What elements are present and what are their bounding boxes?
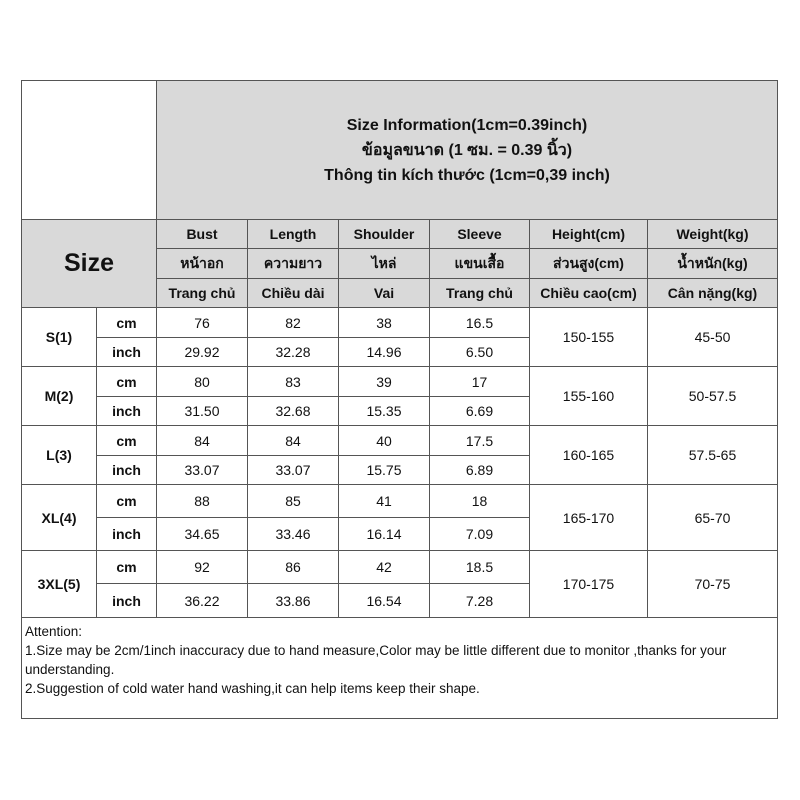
- measure-cell: 6.50: [430, 338, 530, 367]
- measure-cell: 42: [339, 551, 430, 584]
- measure-cell: 92: [157, 551, 248, 584]
- size-label: M(2): [21, 367, 97, 426]
- measure-cell: 16.54: [339, 584, 430, 618]
- measure-cell: 16.14: [339, 518, 430, 551]
- column-header-en: Sleeve: [430, 220, 530, 249]
- measure-cell: 38: [339, 308, 430, 338]
- column-header-vi: Chiều cao(cm): [530, 279, 648, 308]
- measure-cell: 17: [430, 367, 530, 397]
- measure-cell: 6.69: [430, 397, 530, 426]
- weight-range: 50-57.5: [648, 367, 778, 426]
- unit-label: cm: [97, 485, 157, 518]
- size-label: S(1): [21, 308, 97, 367]
- measure-cell: 7.28: [430, 584, 530, 618]
- note-line1: 1.Size may be 2cm/1inch inaccuracy due to hand measure,Color may be little different due to monitor ,thanks for your understanding.: [25, 643, 727, 677]
- column-header-en: Bust: [157, 220, 248, 249]
- column-header-en: Shoulder: [339, 220, 430, 249]
- size-label: L(3): [21, 426, 97, 485]
- column-header-vi: Cân nặng(kg): [648, 279, 778, 308]
- weight-range: 57.5-65: [648, 426, 778, 485]
- column-header-th: แขนเสื้อ: [430, 249, 530, 279]
- unit-label: inch: [97, 518, 157, 551]
- size-header-label: Size: [63, 249, 115, 277]
- measure-cell: 29.92: [157, 338, 248, 367]
- title-line2: ข้อมูลขนาด (1 ซม. = 0.39 นิ้ว): [361, 141, 573, 159]
- size-label: XL(4): [21, 485, 97, 551]
- column-header-th: ไหล่: [339, 249, 430, 279]
- column-header-th: หน้าอก: [157, 249, 248, 279]
- measure-cell: 6.89: [430, 456, 530, 485]
- weight-range: 65-70: [648, 485, 778, 551]
- measure-cell: 86: [248, 551, 339, 584]
- measure-cell: 7.09: [430, 518, 530, 551]
- height-range: 155-160: [530, 367, 648, 426]
- column-header-th: ส่วนสูง(cm): [530, 249, 648, 279]
- column-header-vi: Trang chủ: [157, 279, 248, 308]
- size-chart: [21, 80, 779, 720]
- column-header-vi: Trang chủ: [430, 279, 530, 308]
- measure-cell: 17.5: [430, 426, 530, 456]
- column-header-th: ความยาว: [248, 249, 339, 279]
- title-box: [157, 80, 778, 220]
- column-header-en: Length: [248, 220, 339, 249]
- column-header-vi: Vai: [339, 279, 430, 308]
- measure-cell: 32.28: [248, 338, 339, 367]
- unit-label: inch: [97, 456, 157, 485]
- weight-range: 70-75: [648, 551, 778, 618]
- measure-cell: 80: [157, 367, 248, 397]
- measure-cell: 14.96: [339, 338, 430, 367]
- measure-cell: 33.46: [248, 518, 339, 551]
- unit-label: cm: [97, 308, 157, 338]
- measure-cell: 84: [157, 426, 248, 456]
- measure-cell: 33.07: [248, 456, 339, 485]
- unit-label: inch: [97, 584, 157, 618]
- column-header-vi: Chiều dài: [248, 279, 339, 308]
- measure-cell: 34.65: [157, 518, 248, 551]
- unit-label: inch: [97, 338, 157, 367]
- attention-notes: [21, 618, 778, 719]
- measure-cell: 41: [339, 485, 430, 518]
- measure-cell: 88: [157, 485, 248, 518]
- measure-cell: 18.5: [430, 551, 530, 584]
- note-line2: 2.Suggestion of cold water hand washing,it can help items keep their shape.: [25, 681, 480, 696]
- weight-range: 45-50: [648, 308, 778, 367]
- measure-cell: 85: [248, 485, 339, 518]
- size-label: 3XL(5): [21, 551, 97, 618]
- measure-cell: 76: [157, 308, 248, 338]
- measure-cell: 40: [339, 426, 430, 456]
- size-header: [21, 220, 157, 308]
- title-line1: Size Information(1cm=0.39inch): [346, 116, 588, 134]
- height-range: 165-170: [530, 485, 648, 551]
- column-header-en: Weight(kg): [648, 220, 778, 249]
- unit-label: cm: [97, 551, 157, 584]
- column-header-en: Height(cm): [530, 220, 648, 249]
- height-range: 150-155: [530, 308, 648, 367]
- measure-cell: 39: [339, 367, 430, 397]
- corner-blank: [21, 80, 157, 220]
- measure-cell: 16.5: [430, 308, 530, 338]
- unit-label: cm: [97, 426, 157, 456]
- measure-cell: 18: [430, 485, 530, 518]
- measure-cell: 31.50: [157, 397, 248, 426]
- measure-cell: 82: [248, 308, 339, 338]
- measure-cell: 83: [248, 367, 339, 397]
- height-range: 160-165: [530, 426, 648, 485]
- measure-cell: 15.75: [339, 456, 430, 485]
- measure-cell: 32.68: [248, 397, 339, 426]
- measure-cell: 36.22: [157, 584, 248, 618]
- height-range: 170-175: [530, 551, 648, 618]
- note-heading: Attention:: [25, 624, 83, 639]
- unit-label: inch: [97, 397, 157, 426]
- measure-cell: 15.35: [339, 397, 430, 426]
- measure-cell: 33.07: [157, 456, 248, 485]
- measure-cell: 33.86: [248, 584, 339, 618]
- title-line3: Thông tin kích thước (1cm=0,39 inch): [324, 166, 610, 184]
- column-header-th: น้ำหนัก(kg): [648, 249, 778, 279]
- measure-cell: 84: [248, 426, 339, 456]
- unit-label: cm: [97, 367, 157, 397]
